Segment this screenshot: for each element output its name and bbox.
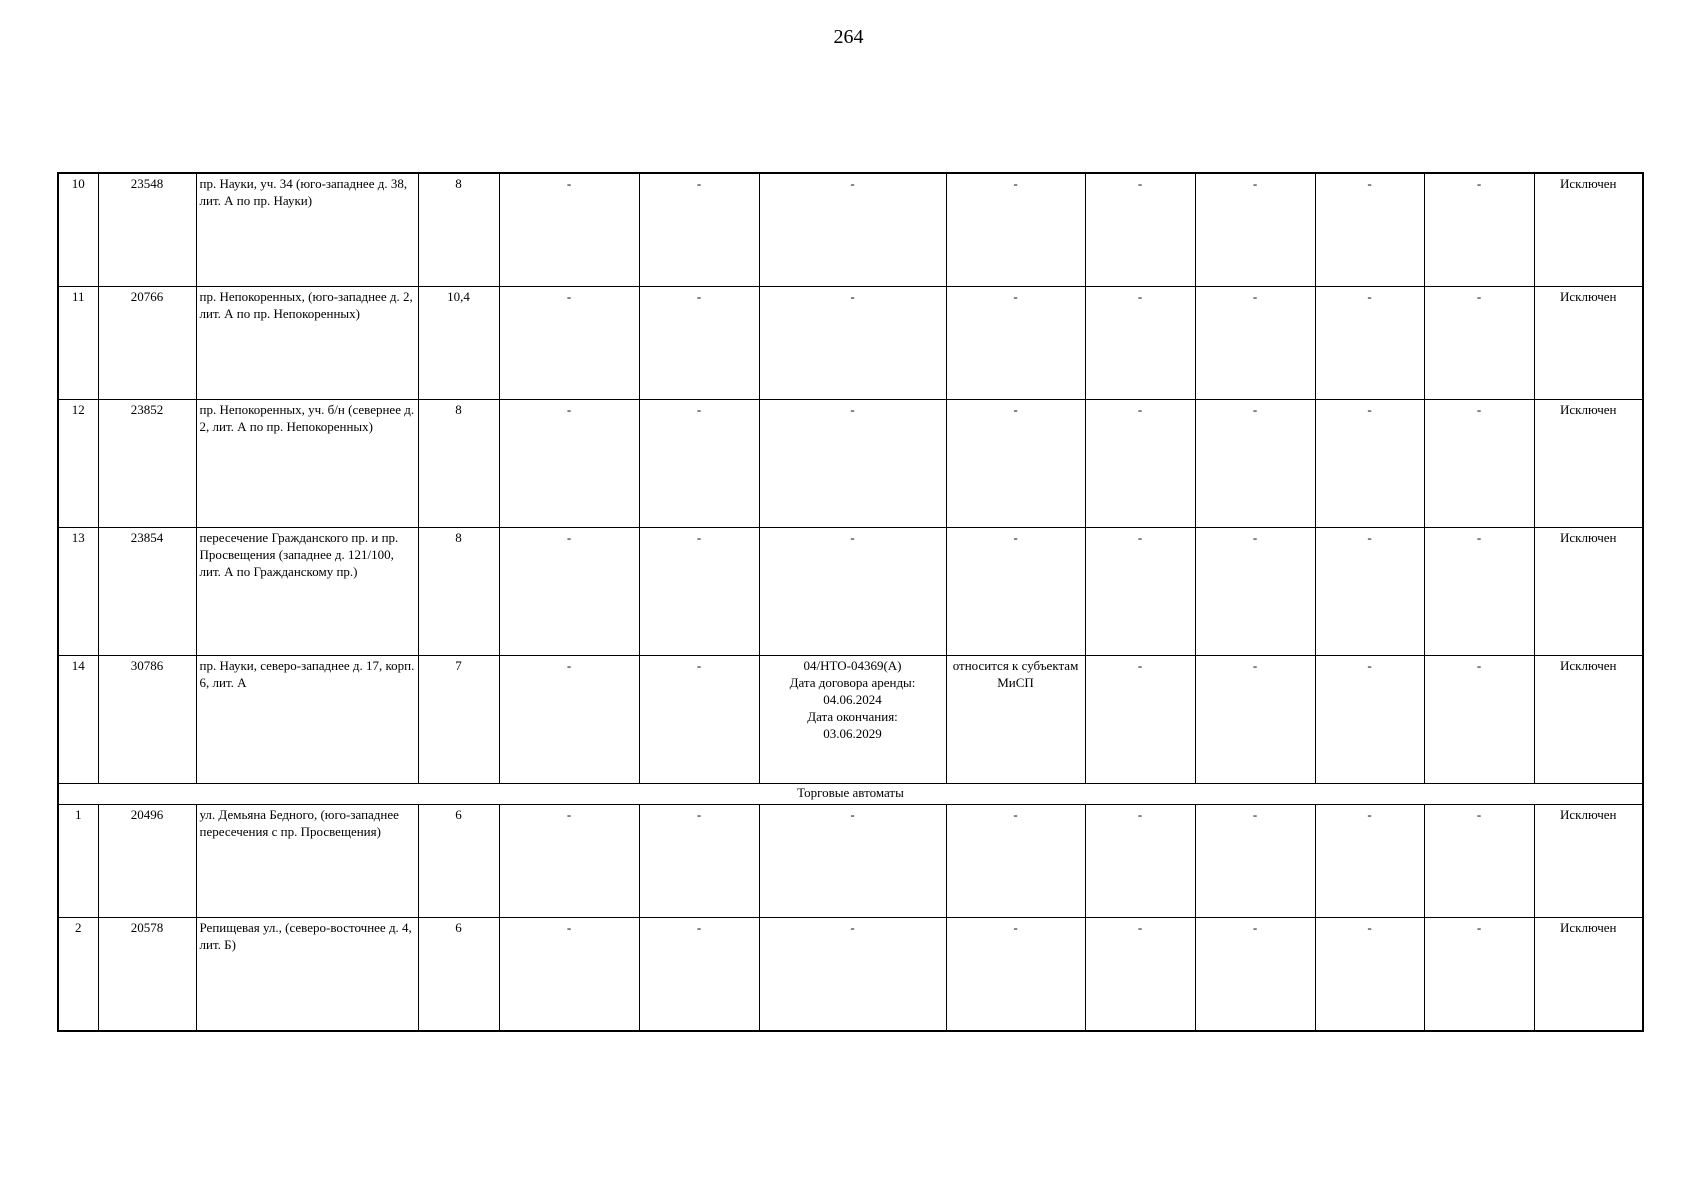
cell-col11: -: [1315, 918, 1424, 1032]
cell-col8: -: [946, 805, 1085, 918]
cell-row-number: 11: [58, 287, 98, 400]
cell-col9: -: [1085, 400, 1195, 528]
cell-col7: -: [759, 528, 946, 656]
cell-status: Исключен: [1534, 528, 1643, 656]
cell-address: пр. Науки, северо-западнее д. 17, корп. 6, лит. А: [196, 656, 418, 784]
cell-status: Исключен: [1534, 400, 1643, 528]
cell-col11: -: [1315, 656, 1424, 784]
cell-status: Исключен: [1534, 173, 1643, 287]
cell-col11: -: [1315, 287, 1424, 400]
cell-col10: -: [1195, 805, 1315, 918]
cell-col6: -: [639, 656, 759, 784]
cell-col8: -: [946, 400, 1085, 528]
cell-area: 8: [418, 528, 499, 656]
cell-object-id: 23852: [98, 400, 196, 528]
lease-date-label: Дата договора аренды:: [789, 675, 916, 690]
section-title: Торговые автоматы: [58, 784, 1643, 805]
cell-col9: -: [1085, 805, 1195, 918]
cell-col11: -: [1315, 528, 1424, 656]
lease-end-value: 03.06.2029: [823, 726, 882, 741]
cell-status: Исключен: [1534, 656, 1643, 784]
cell-object-id: 20578: [98, 918, 196, 1032]
cell-col5: -: [499, 528, 639, 656]
table-row: [58, 918, 1643, 1032]
cell-area: 8: [418, 400, 499, 528]
table-row: [58, 400, 1643, 528]
sme-status-line: МиСП: [997, 675, 1034, 690]
cell-col5: -: [499, 287, 639, 400]
cell-row-number: 13: [58, 528, 98, 656]
table-row: [58, 173, 1643, 287]
cell-col12: -: [1424, 528, 1534, 656]
cell-col10: -: [1195, 656, 1315, 784]
cell-sme-status: [946, 656, 1085, 784]
cell-col10: -: [1195, 173, 1315, 287]
register-table: [57, 172, 1644, 1032]
cell-col11: -: [1315, 805, 1424, 918]
cell-col8: -: [946, 287, 1085, 400]
cell-address: пр. Непокоренных, (юго-западнее д. 2, лит. А по пр. Непокоренных): [196, 287, 418, 400]
cell-object-id: 23854: [98, 528, 196, 656]
table-row: [58, 805, 1643, 918]
cell-col7: -: [759, 287, 946, 400]
cell-col9: -: [1085, 918, 1195, 1032]
cell-col6: -: [639, 918, 759, 1032]
cell-status: Исключен: [1534, 918, 1643, 1032]
sme-status-line: относится к субъектам: [952, 658, 1079, 673]
cell-col10: -: [1195, 528, 1315, 656]
cell-col12: -: [1424, 918, 1534, 1032]
table-row: [58, 287, 1643, 400]
cell-row-number: 12: [58, 400, 98, 528]
lease-contract-number: 04/НТО-04369(А): [803, 658, 902, 673]
cell-col7: -: [759, 918, 946, 1032]
cell-object-id: 30786: [98, 656, 196, 784]
cell-col12: -: [1424, 400, 1534, 528]
cell-address: Репищевая ул., (северо-восточнее д. 4, лит. Б): [196, 918, 418, 1032]
cell-object-id: 20766: [98, 287, 196, 400]
cell-object-id: 20496: [98, 805, 196, 918]
cell-col12: -: [1424, 656, 1534, 784]
cell-row-number: 2: [58, 918, 98, 1032]
cell-col9: -: [1085, 528, 1195, 656]
section-heading-row: [58, 784, 1643, 805]
cell-col8: -: [946, 173, 1085, 287]
cell-col7: -: [759, 400, 946, 528]
lease-end-label: Дата окончания:: [807, 709, 898, 724]
cell-area: 6: [418, 805, 499, 918]
cell-col11: -: [1315, 173, 1424, 287]
cell-col10: -: [1195, 918, 1315, 1032]
cell-address: пр. Непокоренных, уч. б/н (севернее д. 2, лит. А по пр. Непокоренных): [196, 400, 418, 528]
cell-col9: -: [1085, 656, 1195, 784]
cell-col5: -: [499, 400, 639, 528]
cell-row-number: 10: [58, 173, 98, 287]
cell-lease-contract: [759, 656, 946, 784]
cell-col8: -: [946, 918, 1085, 1032]
cell-address: пересечение Гражданского пр. и пр. Просвещения (западнее д. 121/100, лит. А по Гражданскому пр.): [196, 528, 418, 656]
page-number: 264: [833, 26, 864, 48]
cell-col9: -: [1085, 287, 1195, 400]
cell-col6: -: [639, 400, 759, 528]
cell-area: 6: [418, 918, 499, 1032]
cell-col12: -: [1424, 805, 1534, 918]
cell-col10: -: [1195, 400, 1315, 528]
cell-area: 10,4: [418, 287, 499, 400]
cell-status: Исключен: [1534, 805, 1643, 918]
cell-col6: -: [639, 173, 759, 287]
cell-col12: -: [1424, 287, 1534, 400]
cell-col6: -: [639, 805, 759, 918]
table-row: [58, 656, 1643, 784]
cell-area: 7: [418, 656, 499, 784]
cell-col9: -: [1085, 173, 1195, 287]
cell-col10: -: [1195, 287, 1315, 400]
cell-col5: -: [499, 173, 639, 287]
table-row: [58, 528, 1643, 656]
cell-address: пр. Науки, уч. 34 (юго-западнее д. 38, лит. А по пр. Науки): [196, 173, 418, 287]
cell-object-id: 23548: [98, 173, 196, 287]
cell-col8: -: [946, 528, 1085, 656]
cell-col11: -: [1315, 400, 1424, 528]
cell-status: Исключен: [1534, 287, 1643, 400]
cell-address: ул. Демьяна Бедного, (юго-западнее пересечения с пр. Просвещения): [196, 805, 418, 918]
cell-col7: -: [759, 173, 946, 287]
cell-col6: -: [639, 287, 759, 400]
cell-col7: -: [759, 805, 946, 918]
cell-col6: -: [639, 528, 759, 656]
cell-col5: -: [499, 918, 639, 1032]
cell-row-number: 14: [58, 656, 98, 784]
cell-area: 8: [418, 173, 499, 287]
cell-col12: -: [1424, 173, 1534, 287]
lease-date-value: 04.06.2024: [823, 692, 882, 707]
cell-row-number: 1: [58, 805, 98, 918]
cell-col5: -: [499, 656, 639, 784]
cell-col5: -: [499, 805, 639, 918]
